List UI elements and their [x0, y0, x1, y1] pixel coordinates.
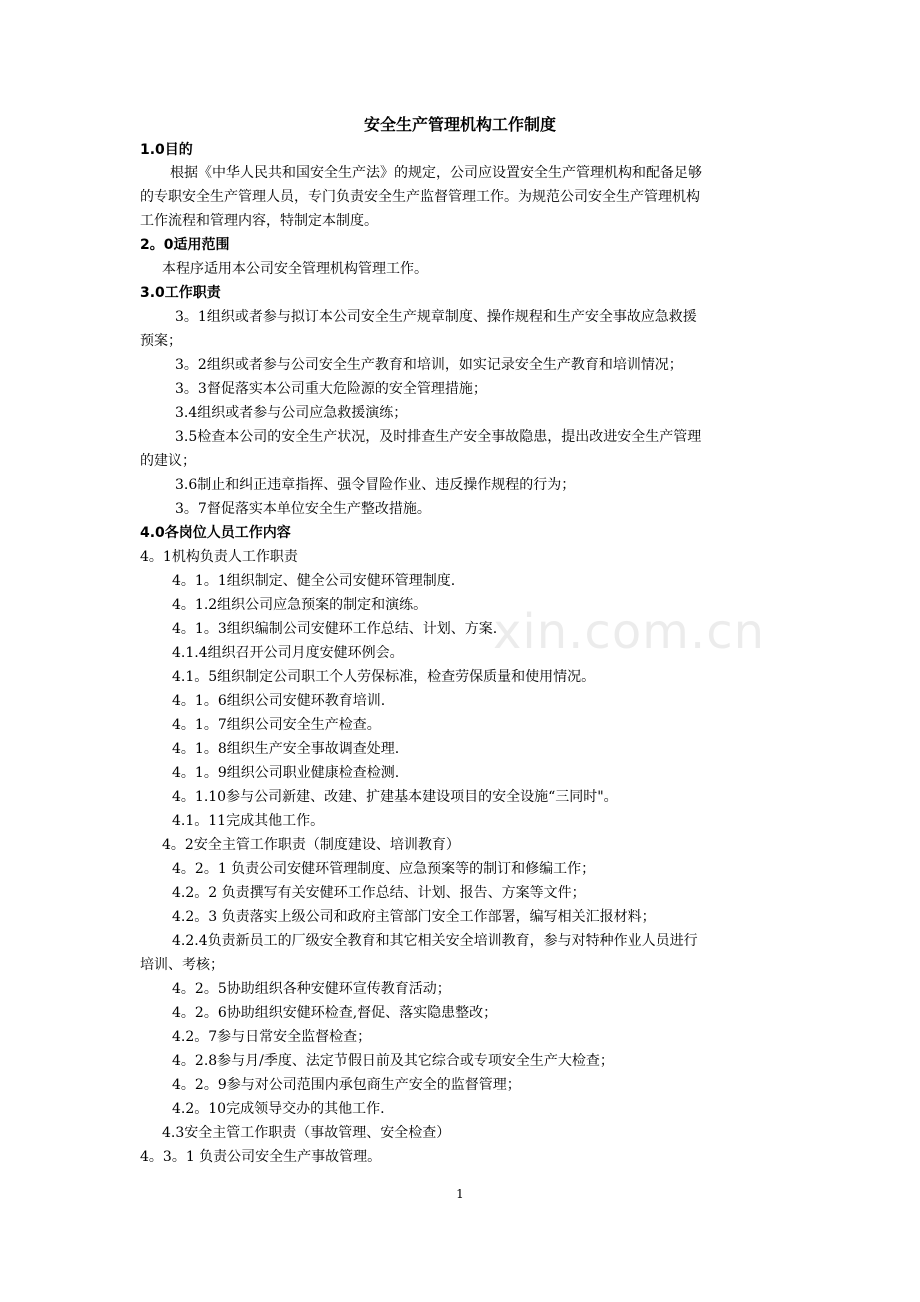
section-1-heading: 1.0目的: [140, 142, 193, 158]
subsection-4-1-item: 4.1。5组织制定公司职工个人劳保标准，检查劳保质量和使用情况。: [172, 669, 596, 685]
subsection-4-1-item: 4。1。1组织制定、健全公司安健环管理制度.: [172, 573, 456, 589]
subsection-4-2-item: 培训、考核；: [140, 957, 224, 973]
subsection-4-2-item: 4.2。2 负责撰写有关安健环工作总结、计划、报告、方案等文件；: [172, 885, 586, 901]
subsection-4-1-item: 4。1.10参与公司新建、改建、扩建基本建设项目的安全设施“三同时"。: [172, 789, 618, 805]
subsection-4-2-item: 4.2。7参与日常安全监督检查；: [172, 1029, 372, 1045]
section-3-item: 3.4组织或者参与公司应急救援演练；: [175, 405, 408, 421]
subsection-4-2-item: 4.2.4负责新员工的厂级安全教育和其它相关安全培训教育，参与对特种作业人员进行: [172, 933, 698, 949]
section-3-heading: 3.0工作职责: [140, 285, 221, 301]
watermark: xin.com.cn: [493, 604, 766, 660]
section-4-heading: 4.0各岗位人员工作内容: [140, 525, 291, 541]
page-number: 1: [456, 1187, 464, 1201]
section-3-item: 3。7督促落实本单位安全生产整改措施。: [175, 501, 431, 517]
subsection-4-2-item: 4。2。5协助组织各种安健环宣传教育活动；: [172, 981, 451, 997]
section-3-item: 3.6制止和纠正违章指挥、强令冒险作业、违反操作规程的行为；: [175, 477, 576, 493]
section-3-item: 3。2组织或者参与公司安全生产教育和培训，如实记录安全生产教育和培训情况；: [175, 357, 683, 373]
subsection-4-2-item: 4。2.8参与月/季度、法定节假日前及其它综合或专项安全生产大检查；: [172, 1053, 614, 1069]
section-2-heading: 2。0适用范围: [140, 237, 230, 253]
section-2-paragraph-line: 本程序适用本公司安全管理机构管理工作。: [162, 261, 428, 277]
section-3-item: 的建议；: [140, 453, 196, 469]
subsection-4-1-heading: 4。1机构负责人工作职责: [140, 549, 298, 565]
subsection-4-1-item: 4。1。3组织编制公司安健环工作总结、计划、方案.: [172, 621, 498, 637]
subsection-4-3-item: 4。3。1 负责公司安全生产事故管理。: [140, 1149, 382, 1165]
section-3-item: 3。3督促落实本公司重大危险源的安全管理措施；: [175, 381, 487, 397]
subsection-4-2-heading: 4。2安全主管工作职责（制度建设、培训教育）: [162, 837, 460, 853]
section-1-paragraph-line: 工作流程和管理内容，特制定本制度。: [140, 213, 378, 229]
section-3-item: 预案；: [140, 333, 182, 349]
subsection-4-1-item: 4.1.4组织召开公司月度安健环例会。: [172, 645, 404, 661]
subsection-4-1-item: 4.1。11完成其他工作。: [172, 813, 325, 829]
section-3-item: 3.5检查本公司的安全生产状况，及时排查生产安全事故隐患，提出改进安全生产管理: [175, 429, 702, 445]
subsection-4-3-heading: 4.3安全主管工作职责（事故管理、安全检查）: [162, 1125, 451, 1141]
subsection-4-1-item: 4。1。6组织公司安健环教育培训.: [172, 693, 386, 709]
section-3-item: 3。1组织或者参与拟订本公司安全生产规章制度、操作规程和生产安全事故应急救援: [175, 309, 697, 325]
section-1-paragraph-line: 根据《中华人民共和国安全生产法》的规定，公司应设置安全生产管理机构和配备足够: [170, 165, 702, 181]
subsection-4-1-item: 4。1.2组织公司应急预案的制定和演练。: [172, 597, 428, 613]
subsection-4-1-item: 4。1。9组织公司职业健康检查检测.: [172, 765, 400, 781]
subsection-4-1-item: 4。1。7组织公司安全生产检查。: [172, 717, 381, 733]
section-1-paragraph-line: 的专职安全生产管理人员，专门负责安全生产监督管理工作。为规范公司安全生产管理机构: [140, 189, 700, 205]
subsection-4-2-item: 4.2。3 负责落实上级公司和政府主管部门安全工作部署，编写相关汇报材料；: [172, 909, 656, 925]
document-title: 安全生产管理机构工作制度: [363, 115, 556, 134]
subsection-4-1-item: 4。1。8组织生产安全事故调查处理.: [172, 741, 400, 757]
subsection-4-2-item: 4。2。9参与对公司范围内承包商生产安全的监督管理；: [172, 1077, 521, 1093]
subsection-4-2-item: 4。2。1 负责公司安健环管理制度、应急预案等的制订和修编工作；: [172, 861, 596, 877]
subsection-4-2-item: 4。2。6协助组织安健环检查,督促、落实隐患整改；: [172, 1005, 498, 1021]
subsection-4-2-item: 4.2。10完成领导交办的其他工作.: [172, 1101, 385, 1117]
